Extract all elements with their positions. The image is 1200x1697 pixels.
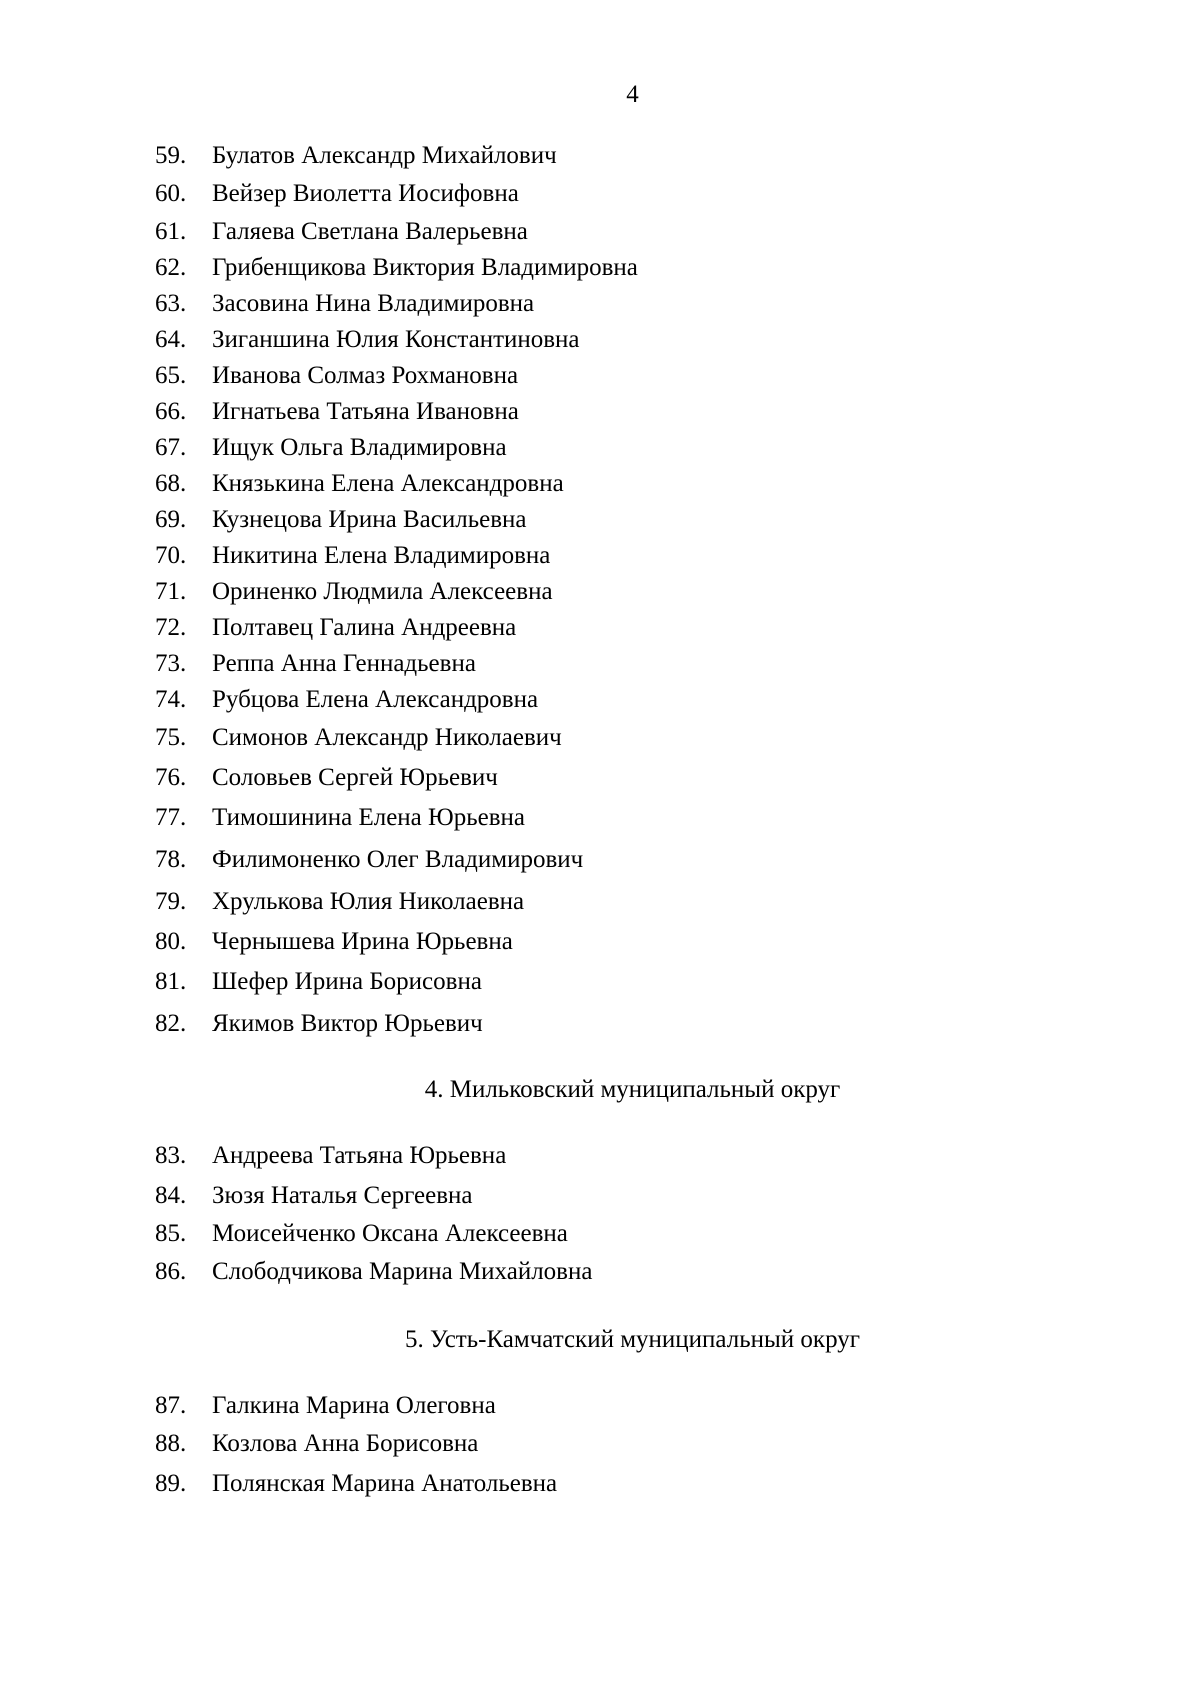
list-item bbox=[155, 251, 638, 285]
item-number: 73. bbox=[155, 650, 187, 677]
list-item bbox=[155, 925, 513, 959]
person-name: Грибенщикова Виктория Владимировна bbox=[212, 254, 638, 281]
list-item bbox=[155, 1427, 478, 1461]
item-number: 70. bbox=[155, 542, 187, 569]
item-number: 65. bbox=[155, 362, 187, 389]
item-number: 66. bbox=[155, 398, 187, 425]
item-number: 82. bbox=[155, 1010, 187, 1037]
item-number: 72. bbox=[155, 614, 187, 641]
item-number: 84. bbox=[155, 1182, 187, 1209]
list-item bbox=[155, 885, 524, 919]
person-name: Булатов Александр Михайлович bbox=[212, 142, 557, 169]
list-item bbox=[155, 843, 583, 877]
list-item bbox=[155, 359, 518, 393]
person-name: Якимов Виктор Юрьевич bbox=[212, 1010, 483, 1037]
item-number: 74. bbox=[155, 686, 187, 713]
person-name: Козлова Анна Борисовна bbox=[212, 1430, 479, 1457]
person-name: Полянская Марина Анатольевна bbox=[212, 1470, 558, 1497]
list-item bbox=[155, 1389, 496, 1423]
list-item bbox=[155, 1255, 592, 1289]
person-name: Тимошинина Елена Юрьевна bbox=[212, 804, 526, 831]
list-item bbox=[155, 467, 564, 501]
person-name: Никитина Елена Владимировна bbox=[212, 542, 551, 569]
person-name: Князькина Елена Александровна bbox=[212, 470, 564, 497]
person-name: Андреева Татьяна Юрьевна bbox=[212, 1142, 507, 1169]
person-name: Рубцова Елена Александровна bbox=[212, 686, 539, 713]
item-number: 77. bbox=[155, 804, 187, 831]
item-number: 59. bbox=[155, 142, 187, 169]
person-name: Полтавец Галина Андреевна bbox=[212, 614, 517, 641]
item-number: 81. bbox=[155, 968, 187, 995]
person-name: Галкина Марина Олеговна bbox=[212, 1392, 496, 1419]
list-item bbox=[155, 539, 550, 573]
list-item bbox=[155, 323, 580, 357]
person-name: Филимоненко Олег Владимирович bbox=[212, 846, 584, 873]
person-name: Хрулькова Юлия Николаевна bbox=[212, 888, 525, 915]
list-item bbox=[155, 431, 507, 465]
item-number: 76. bbox=[155, 764, 187, 791]
item-number: 71. bbox=[155, 578, 187, 605]
item-number: 83. bbox=[155, 1142, 187, 1169]
list-item bbox=[155, 801, 525, 835]
item-number: 69. bbox=[155, 506, 187, 533]
person-name: Кузнецова Ирина Васильевна bbox=[212, 506, 527, 533]
list-item bbox=[155, 683, 538, 717]
list-item bbox=[155, 575, 553, 609]
list-item bbox=[155, 1139, 506, 1173]
item-number: 63. bbox=[155, 290, 187, 317]
item-number: 89. bbox=[155, 1470, 187, 1497]
item-number: 64. bbox=[155, 326, 187, 353]
item-number: 79. bbox=[155, 888, 187, 915]
section-heading: 4. Мильковский муниципальный округ bbox=[424, 1076, 841, 1103]
item-number: 61. bbox=[155, 218, 187, 245]
list-item bbox=[155, 647, 476, 681]
person-name: Моисейченко Оксана Алексеевна bbox=[212, 1220, 568, 1247]
section-heading: 5. Усть-Камчатский муниципальный округ bbox=[405, 1326, 860, 1353]
list-item bbox=[155, 1217, 568, 1251]
item-number: 60. bbox=[155, 180, 187, 207]
list-item bbox=[155, 139, 557, 173]
person-name: Шефер Ирина Борисовна bbox=[212, 968, 482, 995]
person-name: Слободчикова Марина Михайловна bbox=[212, 1258, 593, 1285]
list-item bbox=[155, 1007, 483, 1041]
item-number: 78. bbox=[155, 846, 187, 873]
list-item bbox=[155, 215, 528, 249]
list-item bbox=[155, 611, 516, 645]
person-name: Ищук Ольга Владимировна bbox=[212, 434, 507, 461]
person-name: Симонов Александр Николаевич bbox=[212, 724, 562, 751]
item-number: 68. bbox=[155, 470, 187, 497]
list-item bbox=[155, 1467, 557, 1501]
item-number: 75. bbox=[155, 724, 187, 751]
item-number: 80. bbox=[155, 928, 187, 955]
page-number: 4 bbox=[626, 81, 639, 108]
person-name: Иванова Солмаз Рохмановна bbox=[212, 362, 519, 389]
person-name: Засовина Нина Владимировна bbox=[212, 290, 535, 317]
item-number: 86. bbox=[155, 1258, 187, 1285]
person-name: Зюзя Наталья Сергеевна bbox=[212, 1182, 473, 1209]
list-item bbox=[155, 761, 498, 795]
list-item bbox=[155, 721, 562, 755]
list-item bbox=[155, 287, 534, 321]
item-number: 85. bbox=[155, 1220, 187, 1247]
person-name: Галяева Светлана Валерьевна bbox=[212, 218, 528, 245]
person-name: Чернышева Ирина Юрьевна bbox=[212, 928, 513, 955]
person-name: Ориненко Людмила Алексеевна bbox=[212, 578, 553, 605]
list-item bbox=[155, 965, 482, 999]
item-number: 62. bbox=[155, 254, 187, 281]
item-number: 67. bbox=[155, 434, 187, 461]
list-item bbox=[155, 1179, 472, 1213]
list-item bbox=[155, 395, 519, 429]
person-name: Вейзер Виолетта Иосифовна bbox=[212, 180, 519, 207]
item-number: 88. bbox=[155, 1430, 187, 1457]
person-name: Игнатьева Татьяна Ивановна bbox=[212, 398, 519, 425]
person-name: Зиганшина Юлия Константиновна bbox=[212, 326, 580, 353]
list-item bbox=[155, 177, 519, 211]
item-number: 87. bbox=[155, 1392, 187, 1419]
list-item bbox=[155, 503, 527, 537]
person-name: Реппа Анна Геннадьевна bbox=[212, 650, 476, 677]
person-name: Соловьев Сергей Юрьевич bbox=[212, 764, 498, 791]
